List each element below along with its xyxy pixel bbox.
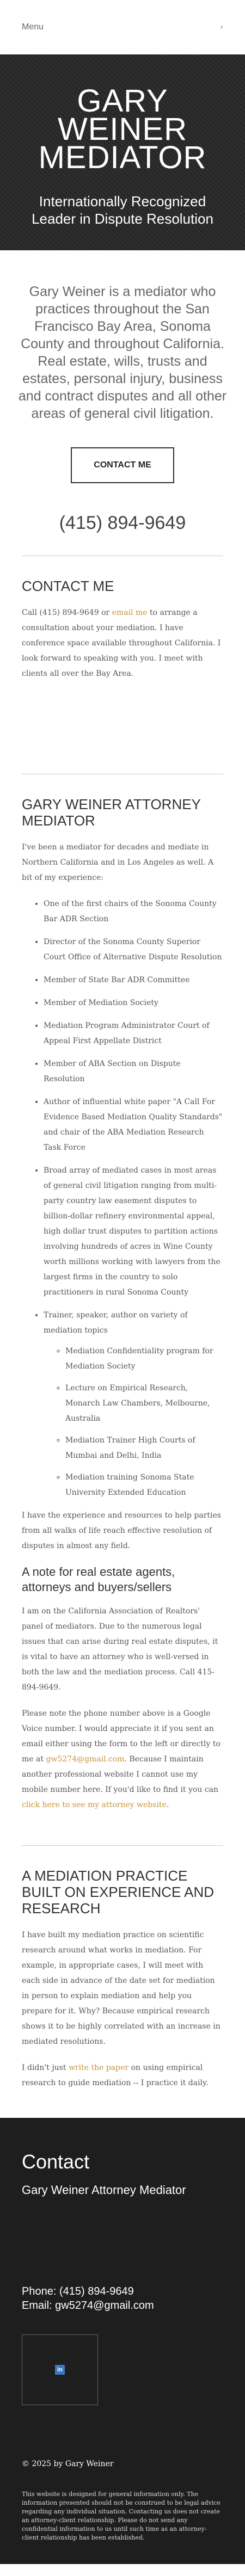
list-item: • Member of ABA Section on Dispute Resolution [44, 1056, 223, 1087]
practice-heading: A MEDIATION PRACTICE BUILT ON EXPERIENCE AND RESEARCH [22, 1868, 215, 1916]
contact-section [0, 556, 245, 681]
realestate-text: . [166, 1801, 169, 1809]
footer [0, 2118, 245, 2564]
list-item: • One of the first chairs of the Sonoma County Bar ADR Section [44, 896, 223, 927]
about-closing: I have the experience and resources to help parties from all walks of life reach effective resolution of disputes in almost any field. [22, 1511, 221, 1550]
list-item-text: Trainer, speaker, author on variety of mediation topics [44, 1311, 188, 1335]
contact-paragraph [22, 605, 223, 681]
top-nav [0, 0, 245, 54]
contact-heading: CONTACT ME [22, 578, 114, 594]
sub-list-item: ◦ Mediation Confidentiality program for Mediation Society [65, 1344, 223, 1374]
email-me-link[interactable]: email me [112, 608, 148, 617]
realestate-heading: A note for real estate agents, attorneys and buyers/sellers [22, 1565, 175, 1594]
hero-tagline: Internationally Recognized Leader in Dispute Resolution [32, 193, 213, 227]
intro-text: Gary Weiner is a mediator who practices throughout the San Francisco Bay Area, Sonoma County and throughout California. Real estate, wills, trusts and estates, personal injury, business and contract disputes and all other areas of general civil litigation. [18, 284, 227, 421]
practice-text: I didn't just [22, 2063, 69, 2072]
list-item: • Mediation Program Administrator Court of Appeal First Appellate District [44, 1018, 223, 1049]
sub-list-item: ◦ Mediation training Sonoma State University Extended Education [65, 1470, 223, 1500]
social-box [22, 2334, 98, 2405]
realestate-text: Please note the phone number above is a Google Voice number. I would appreciate it if you sent an email either using the form to the left or directly to me at [22, 1709, 220, 1764]
list-item: • Director of the Sonoma County Superior Court Office of Alternative Dispute Resolution [44, 934, 223, 965]
contact-text-end: to arrange a consultation about your mediation. I have conference space available throughout California. I look forward to speaking with you. I meet with clients all over the Bay Area. [22, 608, 221, 678]
intro-section [0, 250, 245, 556]
realestate-text: . Because I maintain another professional website I cannot use my mobile number here. If you'd like to find it you can [22, 1755, 219, 1794]
email-address-link[interactable]: gw5274@gmail.com [46, 1755, 125, 1764]
list-item: • Member of Mediation Society [44, 995, 223, 1010]
list-item: • Broad array of mediated cases in most areas of general civil litigation ranging from multi-party country law easement disputes to billion-dollar refinery environmental appeal, high dollar trust disputes to partition actions involving hundreds of acres in Wine County worth millions working with lawyers from the largest firms in the country to solo practitioners in rural Sonoma County [44, 1163, 223, 1300]
practice-section [0, 1846, 245, 2091]
chevron-right-icon[interactable]: › [220, 23, 223, 32]
sub-list-item: ◦ Mediation Trainer High Courts of Mumbai and Delhi, India [65, 1433, 223, 1463]
list-item: • Member of State Bar ADR Committee [44, 972, 223, 988]
footer-subheading: Gary Weiner Attorney Mediator [22, 2183, 186, 2197]
practice-text: on using empirical research to guide mediation -- I practice it daily. [22, 2063, 209, 2087]
realestate-paragraph-1: I am on the California Association of Realtors' panel of mediators. Due to the numerous legal issues that can arise during real estate disputes, it is vital to have an attorney who is well-versed in both the law and the mediation process. Call 415-894-9649. [22, 1607, 218, 1692]
practice-paragraph-2 [22, 2060, 223, 2091]
footer-email[interactable]: Email: gw5274@gmail.com [22, 2300, 154, 2312]
about-lead: I've been a mediator for decades and mediate in Northern California and in Los Angeles as well. A bit of my experience: [22, 843, 214, 882]
disclaimer: This website is designed for general information only. The information presented should not be construed to be legal advice regarding any individual situation. Contacting us does not create an attorney-client relationship. Please do not send any confidential information to us until such time as an attorney-client relationship has been established. [22, 2491, 220, 2541]
list-item [44, 1308, 223, 1500]
hero-banner [0, 54, 245, 250]
contact-text-start: Call (415) 894-9649 or [22, 608, 112, 617]
write-the-paper-link[interactable]: write the paper [68, 2063, 129, 2072]
footer-heading: Contact [22, 2150, 90, 2173]
experience-list [22, 896, 223, 1500]
hero-title: GARY WEINER MEDIATOR [38, 83, 207, 175]
spacer [0, 692, 245, 774]
menu-button[interactable]: Menu [22, 22, 44, 32]
footer-phone[interactable]: Phone: (415) 894-9649 [22, 2285, 134, 2297]
spacer [0, 1823, 245, 1845]
practice-paragraph-1: I have built my mediation practice on scientific research around what works in mediation. For example, in appropriate cases, I will meet with each side in advance of the date set for mediation in person to explain mediation and help you prepare for it. Why? Because empirical research shows it to be highly correlated with an increase in mediated resolutions. [22, 1931, 220, 2046]
intro-phone[interactable]: (415) 894-9649 [59, 513, 186, 533]
trainer-sublist [44, 1344, 223, 1500]
about-heading: GARY WEINER ATTORNEY MEDIATOR [22, 796, 201, 829]
attorney-website-link[interactable]: click here to see my attorney website [22, 1801, 167, 1809]
sub-list-item: ◦ Lecture on Empirical Research, Monarch Law Chambers, Melbourne, Australia [65, 1381, 223, 1426]
linkedin-icon[interactable]: in [55, 2365, 65, 2375]
list-item: • Author of influential white paper "A Call For Evidence Based Mediation Quality Standards" and chair of the ABA Mediation Research Task Force [44, 1094, 223, 1155]
about-section [0, 774, 245, 1813]
contact-me-button[interactable]: CONTACT ME [71, 447, 174, 483]
realestate-paragraph-2 [22, 1706, 223, 1813]
copyright: © 2025 by Gary Weiner [22, 2460, 114, 2468]
